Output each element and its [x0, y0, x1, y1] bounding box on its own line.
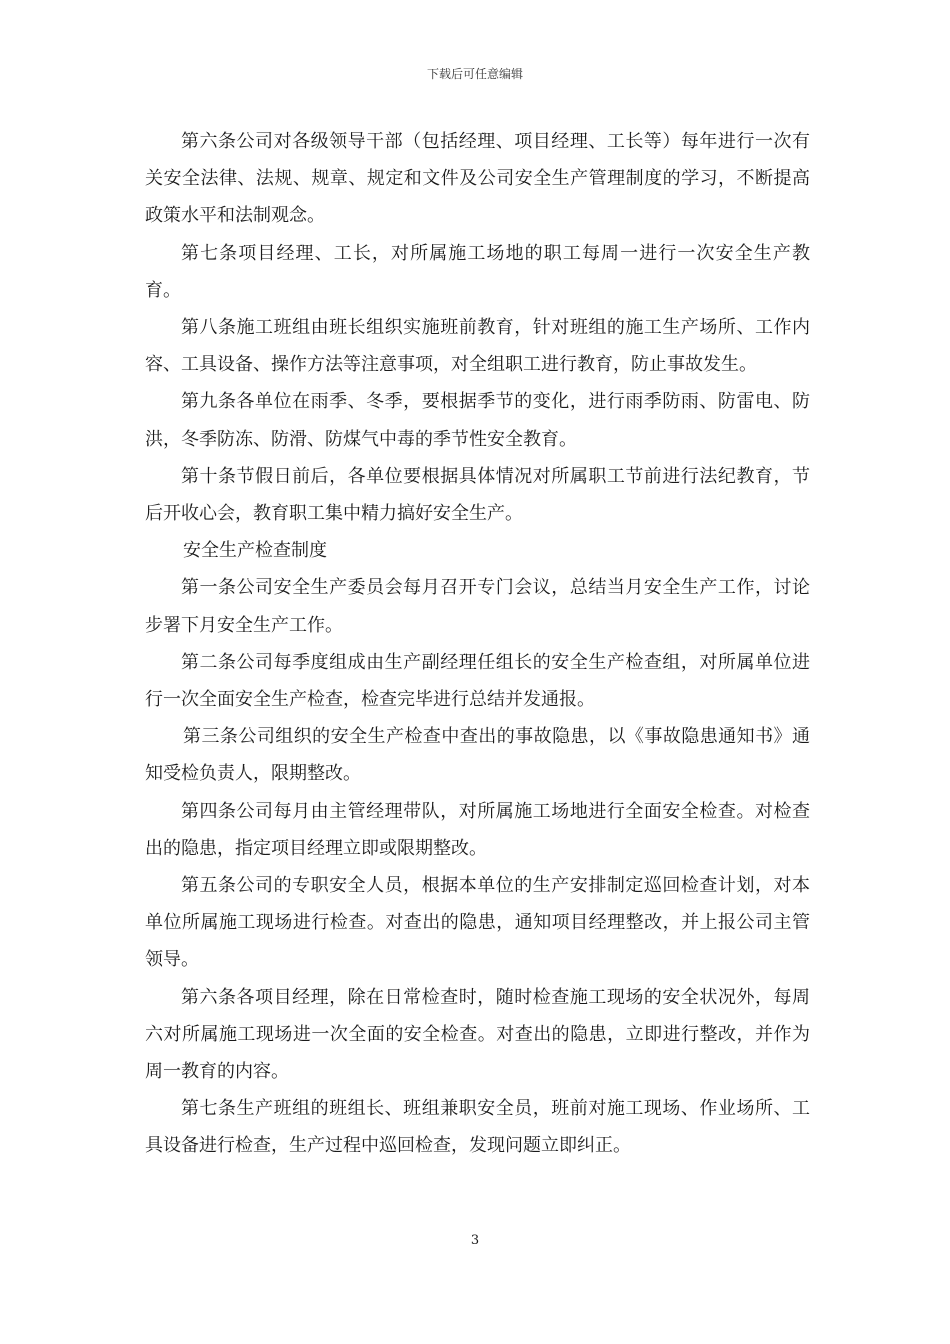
document-body: [145, 123, 810, 1165]
paragraph-inspection-article-7: 第七条生产班组的班组长、班组兼职安全员，班前对施工现场、作业场所、工具设备进行检查，生产过程中巡回检查，发现问题立即纠正。: [145, 1098, 810, 1157]
paragraph-inspection-article-1: 第一条公司安全生产委员会每月召开专门会议，总结当月安全生产工作，讨论步署下月安全生产工作。: [145, 577, 810, 636]
paragraph-inspection-article-3: 第三条公司组织的安全生产检查中查出的事故隐患，以《事故隐患通知书》通知受检负责人，限期整改。: [145, 726, 810, 785]
section-heading-safety-inspection: 安全生产检查制度: [183, 540, 327, 562]
paragraph-article-9-seasonal-education: 第九条各单位在雨季、冬季，要根据季节的变化，进行雨季防雨、防雷电、防洪，冬季防冻、防滑、防煤气中毒的季节性安全教育。: [145, 391, 810, 450]
paragraph-article-10-holiday-education: 第十条节假日前后，各单位要根据具体情况对所属职工节前进行法纪教育，节后开收心会，教育职工集中精力搞好安全生产。: [145, 465, 810, 525]
page-number: 3: [470, 1233, 480, 1248]
paragraph-article-6-leaders-training: 第六条公司对各级领导干部（包括经理、项目经理、工长等）每年进行一次有关安全法律、法规、规章、规定和文件及公司安全生产管理制度的学习，不断提高政策水平和法制观念。: [145, 131, 810, 227]
paragraph-inspection-article-4: 第四条公司每月由主管经理带队，对所属施工场地进行全面安全检查。对检查出的隐患，指定项目经理立即或限期整改。: [145, 800, 810, 859]
paragraph-inspection-article-5: 第五条公司的专职安全人员，根据本单位的生产安排制定巡回检查计划，对本单位所属施工现场进行检查。对查出的隐患，通知项目经理整改，并上报公司主管领导。: [145, 875, 810, 971]
paragraph-article-8-team-education: 第八条施工班组由班长组织实施班前教育，针对班组的施工生产场所、工作内容、工具设备、操作方法等注意事项，对全组职工进行教育，防止事故发生。: [145, 317, 810, 376]
paragraph-inspection-article-6: 第六条各项目经理，除在日常检查时，随时检查施工现场的安全状况外，每周六对所属施工现场进一次全面的安全检查。对查出的隐患，立即进行整改，并作为周一教育的内容。: [145, 986, 810, 1083]
paragraph-inspection-article-2: 第二条公司每季度组成由生产副经理任组长的安全生产检查组，对所属单位进行一次全面安全生产检查，检查完毕进行总结并发通报。: [145, 651, 810, 711]
paragraph-article-7-weekly-education: 第七条项目经理、工长，对所属施工场地的职工每周一进行一次安全生产教育。: [145, 242, 810, 301]
page-header-note: 下载后可任意编辑: [426, 67, 523, 81]
